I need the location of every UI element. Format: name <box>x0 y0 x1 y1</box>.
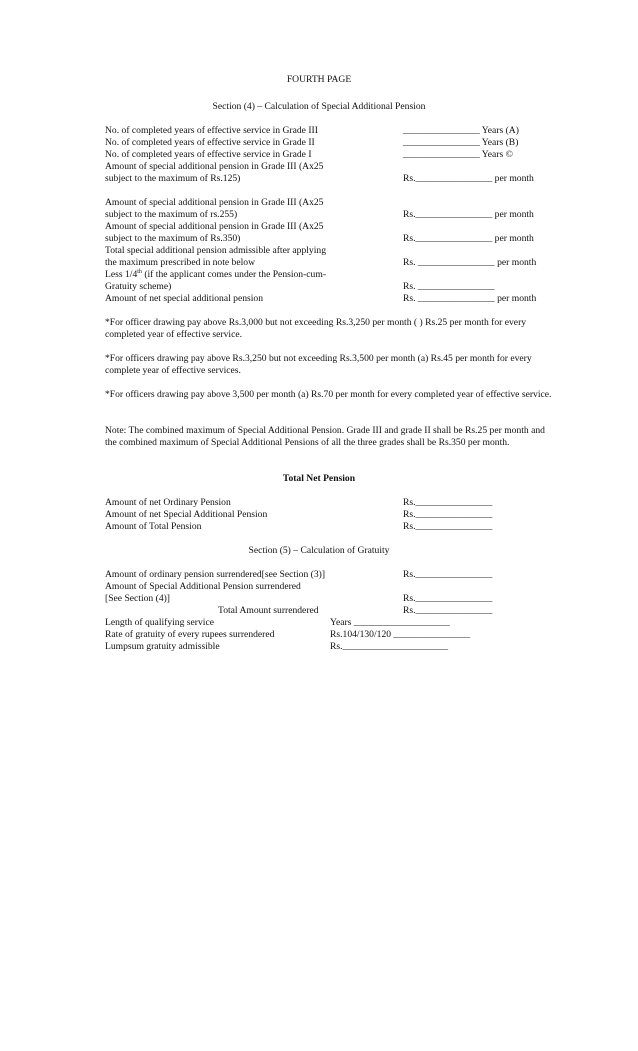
row-value: Rs. ________________ <box>403 281 495 292</box>
row-label: subject to the maximum of rs.255) <box>105 209 238 220</box>
total-net-pension-heading: Total Net Pension <box>282 473 356 484</box>
row-label: Amount of net Special Additional Pension <box>105 509 268 520</box>
section-4-heading: Section (4) – Calculation of Special Additional Pension <box>212 101 426 112</box>
row-value: ________________ Years (A) <box>403 125 519 136</box>
row-value: Rs.________________ <box>403 497 493 508</box>
row-value: Rs.________________ <box>403 569 493 580</box>
row-label: Amount of special additional pension in Grade III (Ax25 <box>105 161 324 172</box>
row-label: Amount of special additional pension in Grade III (Ax25 <box>105 197 324 208</box>
label-part: Less 1/4 <box>105 269 138 280</box>
row-value: Rs.________________ <box>403 605 493 616</box>
label-part: (if the applicant comes under the Pension-cum- <box>141 269 327 280</box>
row-value: Rs.104/130/120 ________________ <box>330 629 471 640</box>
row-value: ________________ Years © <box>403 149 513 160</box>
row-label: Length of qualifying service <box>105 617 214 628</box>
row-label: Rate of gratuity of every rupees surrendered <box>105 629 275 640</box>
row-value: Years ____________________ <box>330 617 450 628</box>
row-label <box>105 269 326 281</box>
row-value: Rs.________________ <box>403 593 493 604</box>
row-label: Lumpsum gratuity admissible <box>105 641 220 652</box>
row-label: Amount of net Ordinary Pension <box>105 497 231 508</box>
note-paragraph: Note: The combined maximum of Special Additional Pension. Grade III and grade II shall be Rs.25 per month and the combined maximum of Special Additional Pensions of all the three grades shall be Rs.350 per month. <box>105 425 545 448</box>
section-5-heading: Section (5) – Calculation of Gratuity <box>248 545 390 556</box>
row-value: Rs.________________ per month <box>403 209 534 220</box>
row-label: No. of completed years of effective service in Grade I <box>105 149 312 160</box>
row-label: [See Section (4)] <box>105 593 171 604</box>
row-label: Gratuity scheme) <box>105 281 172 292</box>
row-label: Amount of ordinary pension surrendered[see Section (3)] <box>105 569 326 580</box>
row-label: Total Amount surrendered <box>218 605 319 616</box>
row-label: No. of completed years of effective service in Grade III <box>105 125 318 136</box>
row-label: Amount of net special additional pension <box>105 293 263 304</box>
note-paragraph: *For officers drawing pay above 3,500 per month (a) Rs.70 per month for every completed year of effective service. <box>105 389 552 400</box>
row-label: Amount of Total Pension <box>105 521 202 532</box>
row-value: Rs.________________ per month <box>403 173 534 184</box>
row-value: Rs. ________________ per month <box>403 257 537 268</box>
row-label: subject to the maximum of Rs.350) <box>105 233 241 244</box>
page-title: FOURTH PAGE <box>286 74 352 85</box>
note-paragraph: *For officer drawing pay above Rs.3,000 but not exceeding Rs.3,250 per month ( ) Rs.25 per month for every completed year of effective service. <box>105 317 527 340</box>
note-paragraph: *For officers drawing pay above Rs.3,250 but not exceeding Rs.3,500 per month (a) Rs.45 per month for every complete year of effective services. <box>105 353 532 376</box>
row-value: Rs.________________ <box>403 509 493 520</box>
row-label: No. of completed years of effective service in Grade II <box>105 137 315 148</box>
row-value: Rs.______________________ <box>330 641 449 652</box>
row-label: the maximum prescribed in note below <box>105 257 255 268</box>
row-label: Amount of special additional pension in Grade III (Ax25 <box>105 221 324 232</box>
label-superscript: th <box>137 268 142 275</box>
row-value: Rs.________________ <box>403 521 493 532</box>
row-label: subject to the maximum of Rs.125) <box>105 173 241 184</box>
row-value: Rs. ________________ per month <box>403 293 537 304</box>
row-label: Total special additional pension admissible after applying <box>105 245 326 256</box>
row-value: ________________ Years (B) <box>403 137 519 148</box>
row-value: Rs.________________ per month <box>403 233 534 244</box>
row-label: Amount of Special Additional Pension surrendered <box>105 581 301 592</box>
